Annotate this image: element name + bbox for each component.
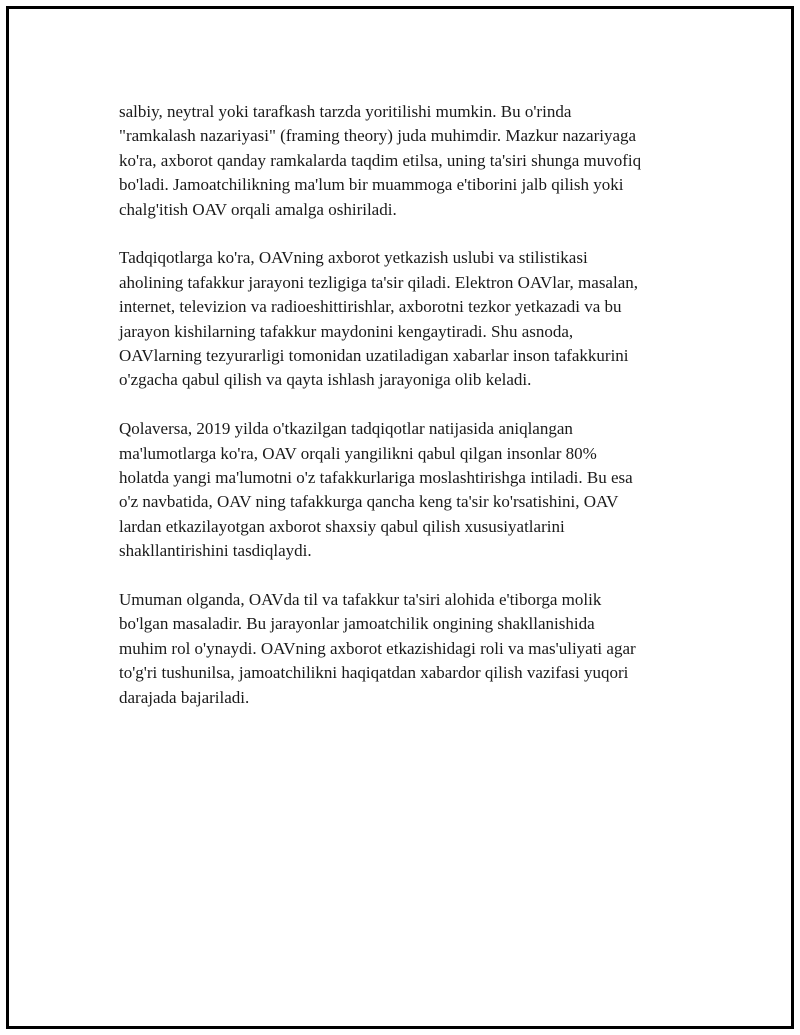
- paragraph-2: [119, 246, 709, 392]
- text-line: ma'lumotlarga ko'ra, OAV orqali yangilikni qabul qilgan insonlar 80%: [119, 443, 597, 463]
- text-line: aholining tafakkur jarayoni tezligiga ta'sir qiladi. Elektron OAVlar, masalan,: [119, 272, 638, 292]
- text-line: bo'lgan masaladir. Bu jarayonlar jamoatchilik ongining shakllanishida: [119, 614, 595, 634]
- paragraph-3: [119, 417, 709, 563]
- text-line: salbiy, neytral yoki tarafkash tarzda yoritilishi mumkin. Bu o'rinda: [119, 102, 572, 121]
- text-line: "ramkalash nazariyasi" (framing theory) juda muhimdir. Mazkur nazariyaga: [119, 126, 637, 146]
- paragraph-1: [119, 100, 709, 222]
- text-line: Tadqiqotlarga ko'ra, OAVning axborot yetkazish uslubi va stilistikasi: [119, 248, 588, 268]
- text-line: internet, televizion va radioeshittirishlar, axborotni tezkor yetkazadi va bu: [119, 297, 622, 317]
- text-line: lardan etkazilayotgan axborot shaxsiy qabul qilish xususiyatlarini: [119, 516, 565, 536]
- text-line: holatda yangi ma'lumotni o'z tafakkurlariga moslashtirishga intiladi. Bu esa: [119, 468, 633, 488]
- text-line: o'z navbatida, OAV ning tafakkurga qancha keng ta'sir ko'rsatishini, OAV: [119, 492, 619, 512]
- page-frame: [6, 6, 794, 1029]
- text-line: OAVlarning tezyurarligi tomonidan uzatiladigan xabarlar inson tafakkurini: [119, 346, 629, 366]
- text-line: ko'ra, axborot qanday ramkalarda taqdim etilsa, uning ta'siri shunga muvofiq: [119, 150, 642, 170]
- text-line: shakllantirishini tasdiqlaydi.: [119, 541, 312, 561]
- text-line: o'zgacha qabul qilish va qayta ishlash jarayoniga olib keladi.: [119, 370, 532, 390]
- text-line: jarayon kishilarning tafakkur maydonini kengaytiradi. Shu asnoda,: [119, 321, 574, 341]
- text-line: darajada bajariladi.: [119, 687, 250, 707]
- text-line: muhim rol o'ynaydi. OAVning axborot etkazishidagi roli va mas'uliyati agar: [119, 638, 636, 658]
- document-body: [119, 100, 709, 735]
- text-line: Umuman olganda, OAVda til va tafakkur ta'siri alohida e'tiborga molik: [119, 590, 602, 610]
- text-line: bo'ladi. Jamoatchilikning ma'lum bir muammoga e'tiborini jalb qilish yoki: [119, 175, 624, 195]
- text-line: to'g'ri tushunilsa, jamoatchilikni haqiqatdan xabardor qilish vazifasi yuqori: [119, 663, 629, 683]
- text-line: Qolaversa, 2019 yilda o'tkazilgan tadqiqotlar natijasida aniqlangan: [119, 419, 573, 439]
- text-line: chalg'itish OAV orqali amalga oshiriladi.: [119, 199, 397, 219]
- paragraph-4: [119, 588, 709, 710]
